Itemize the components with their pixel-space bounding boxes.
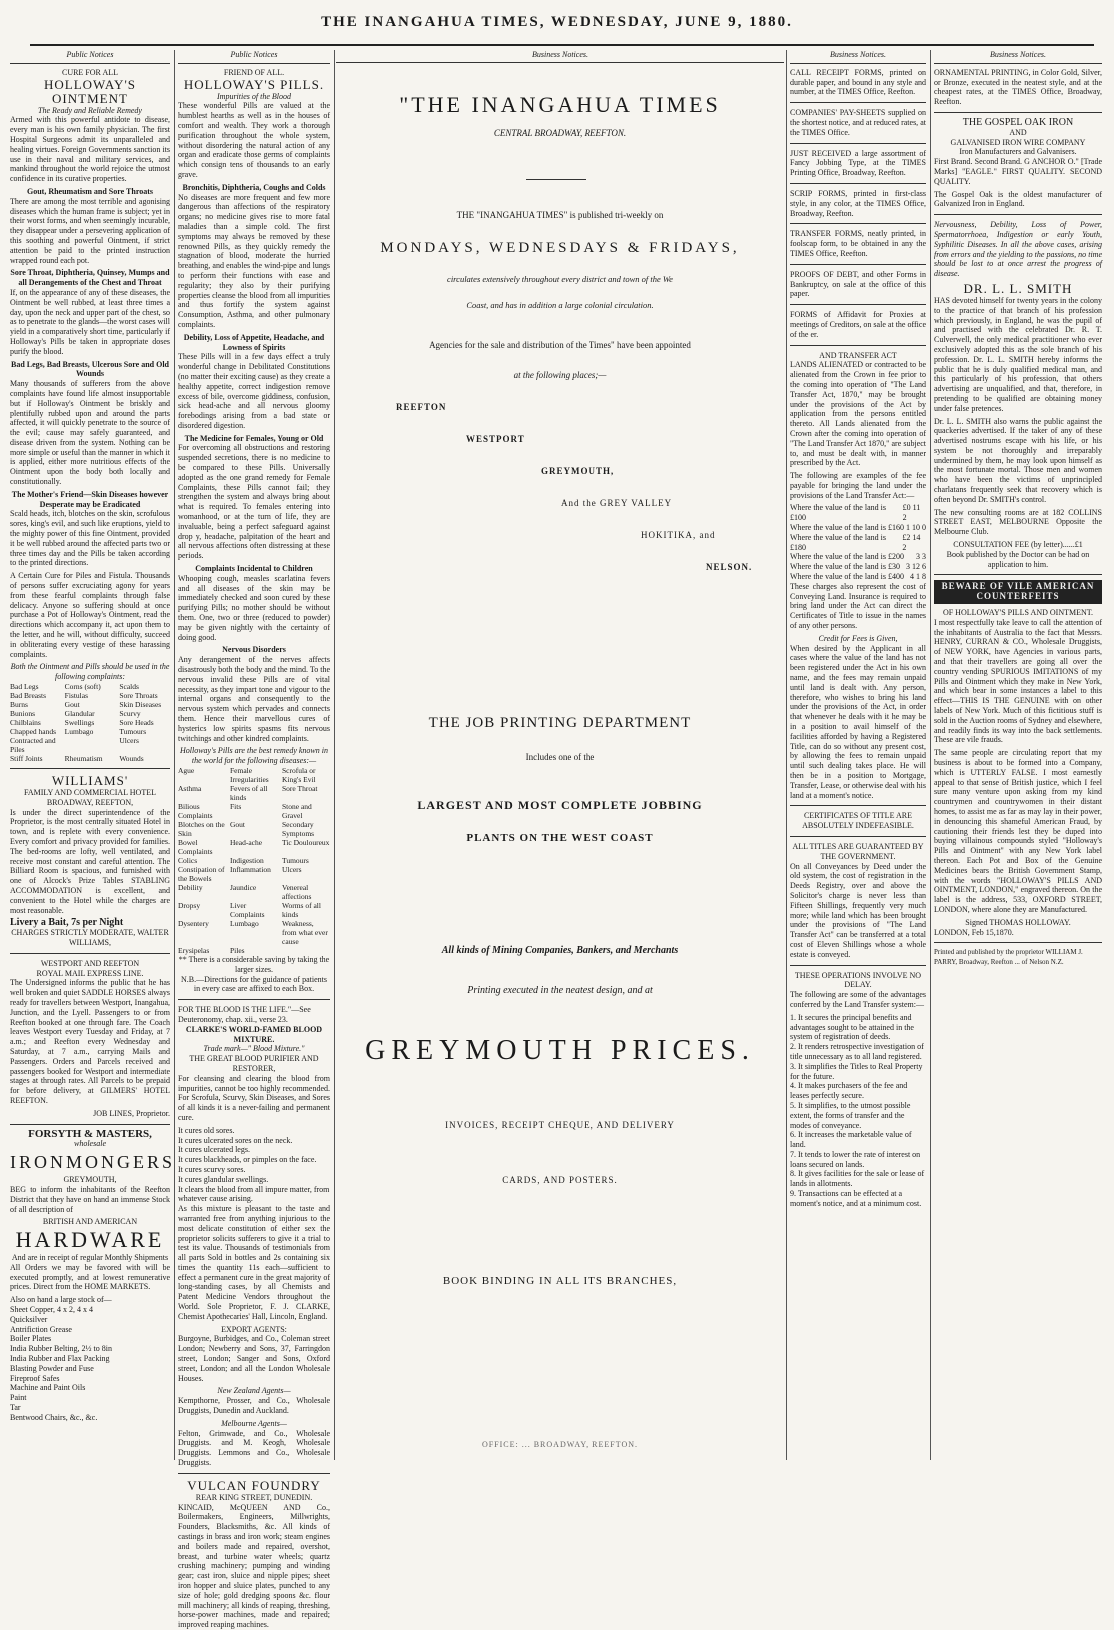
land-transfer-title: AND TRANSFER ACT (819, 350, 897, 360)
ad-paragraph: These charges also represent the cost of Conveying Land. Insurance is required to bring land under the Act can direct the Certificates of Title to issue in the names of any other persons. (790, 581, 926, 631)
column-header: Business Notices. (934, 50, 1102, 64)
place-westport: WESTPORT (466, 434, 525, 444)
advantage-item: 4. It makes purchasers of the fee and leases perfectly secure. (790, 1081, 908, 1101)
operations-heading: THESE OPERATIONS INVOLVE NO DELAY. (794, 970, 922, 990)
fee-value: 4 1 8 (910, 572, 926, 582)
table-cell: Swellings (64, 718, 95, 728)
ad-subheading: Complaints Incidental to Children (195, 564, 313, 574)
ad-paragraph: No diseases are more frequent and few more dangerous than affections of the respiratory organs; no medicine gives rise to more fatal maladies than a simple cold. The first symptoms may always be removed by these renowned Pills, as they quickly remedy the stagnation of blood, moderate the hurried breathing, and enables the wind-pipe and lungs to perform their functions with ease and regularity; they also by their purifying properties cleanse the blood from all impurities and thus fortify the system against Consumption, Asthma, and other pulmonary complaints. (178, 192, 330, 329)
table-cell: Contracted and Piles (10, 736, 56, 755)
table-cell: Colics (178, 855, 198, 865)
stock-item: Tar (10, 1403, 21, 1413)
ad-paragraph: PROOFS OF DEBT, and other Forms in Bankruptcy, on sale at the office of this paper. (790, 269, 926, 299)
table-cell: Lumbago (230, 918, 259, 928)
divider (790, 805, 926, 806)
divider (934, 942, 1102, 943)
williams-title: WILLIAMS' (51, 773, 129, 789)
times-address: CENTRAL BROADWAY, REEFTON. (493, 128, 627, 138)
divider (178, 999, 330, 1000)
fee-row (790, 533, 926, 553)
invoices-line: INVOICES, RECEIPT CHEQUE, AND DELIVERY (445, 1120, 675, 1130)
ad-paragraph: Burgoyne, Burbidges, and Co., Coleman street London; Newberry and Sons, 37, Farringdon street, London; Sanger and Sons, Oxford street, London; and all the London Wholesale Houses. (178, 1334, 330, 1383)
table-cell: Inflammation (230, 864, 271, 874)
fee-label: Where the value of the land is £180 (790, 532, 886, 552)
smith-title: DR. L. L. SMITH (963, 280, 1073, 296)
cure-for-all: CURE FOR ALL (61, 67, 118, 77)
ad-paragraph: Is under the direct superintendence of the Proprietor, is the most centrally situated Hotel in town, and is replete with every convenience. Every comfort and privacy provided for families. The bed-rooms are lofty, well ventilated, and receive most constant and careful attention. The Billiard Room is spacious, and furnished with one of Alcock's Prize Tables STABLING ACCOMMODATION is excellent, and convenient to the Hotel while the charges are most reasonable. (10, 807, 170, 915)
table-cell: Indigestion (230, 855, 264, 865)
table-cell: Tic Douloureux (282, 837, 330, 847)
ad-subheading: Both the Ointment and Pills should be used in the following complaints: (10, 662, 170, 682)
column-4 (790, 50, 926, 1460)
table-cell: Stiff Joints (10, 754, 43, 764)
export-heading: EXPORT AGENTS: (221, 1324, 287, 1334)
ad-paragraph: Many thousands of sufferers from the above complaints have found life almost insupportable but if Holloway's Ointment be briskly and plentifully rubbed upon and around the parts affected, it will quickly penetrate to the source of the evil; cause may safely guaranteed, and disease driven from the system. Nothing can be more simple or useful than the manner in which it is applied, either more nutritious effects of the Ointment upon the body both locally and constitutionally. (10, 379, 170, 487)
saving-note: ** There is a considerable saving by taking the larger sizes. (178, 954, 330, 974)
fee-label: Where the value of the land is £100 (790, 503, 886, 523)
stock-item: Fireproof Safes (10, 1373, 60, 1383)
job-lines: JOB LINES, Proprietor. (93, 1108, 170, 1118)
table-cell: Weakness, from what ever cause (282, 918, 328, 946)
fee-value: 3 3 (916, 552, 926, 562)
printing-line: Printing executed in the neatest design, and at (467, 985, 653, 996)
ad-paragraph: COMPANIES' PAY-SHEETS supplied on the shortest notice, and at reduced rates, at the TIMES Office. (790, 108, 926, 137)
divider (178, 1473, 330, 1474)
table-cell: Lumbago (64, 727, 94, 737)
ad-paragraph: Kempthorne, Prosser, and Co., Wholesale Druggists, Dunedin and Auckland. (178, 1396, 330, 1416)
beware-banner: BEWARE OF VILE AMERICAN COUNTERFEITS (934, 580, 1102, 604)
ad-paragraph: FORMS of Affidavit for Proxies at meetings of Creditors, on sale at the office of the er. (790, 310, 926, 339)
table-cell: Sore Throats (119, 691, 158, 701)
signed: Signed THOMAS HOLLOWAY. (965, 917, 1071, 927)
published-line: THE "INANGAHUA TIMES" is published tri-weekly on (456, 210, 664, 220)
table-cell: Chilblains (10, 718, 41, 728)
ad-paragraph: For cleansing and clearing the blood from impurities, cannot be too highly recommended. For Scrofula, Scurvy, Skin Diseases, and Sores of all kinds it is a never-failing and permanent cure. (178, 1073, 330, 1122)
ad-paragraph: Whooping cough, measles scarlatina fevers and all diseases of the skin may be immediately checked and soon cured by these purifying Pills; no mother should be without them. One, two or three (reduced to powder) may be given nightly with the certainty of doing good. (178, 573, 330, 642)
ad-paragraph: These Pills will in a few days effect a truly wonderful change in Debilitated Constitutions (no matter their exciting cause) as they create a healthy appetite, correct indigestion remove excess of bile, overcome giddiness, confusion, sick head-ache and all nervous gloomy forebodings arising from a bad state or disordered digestion. (178, 352, 330, 430)
ad-subheading: Debility, Loss of Appetite, Headache, and Lowness of Spirits (183, 332, 325, 352)
forsyth-title: FORSYTH & MASTERS, (28, 1127, 152, 1140)
melb-heading: Melbourne Agents— (221, 1418, 287, 1428)
table-cell: Fistulas (64, 691, 88, 701)
table-cell: Sore Throat (282, 783, 318, 793)
plants-line: PLANTS ON THE WEST COAST (466, 832, 654, 844)
ad-subheading: The Mother's Friend—Skin Diseases however Desperate may be Eradicated (11, 489, 169, 509)
stock-item: India Rubber and Flax Packing (10, 1354, 110, 1364)
advantage-item: 9. Transactions can be effected at a moment's notice, and at a minimum cost. (790, 1189, 922, 1208)
table-cell: Tumours (119, 727, 147, 737)
advantage-item: 7. It tends to lower the rate of interest on loans secured on lands. (790, 1149, 921, 1169)
ad-paragraph: When desired by the Applicant in all cases where the value of the land has not been registered under the Act in his own name, and the fees may remain unpaid until land is dealt with. Any person, therefore, who wishes to bring his land under the provisions of the Act, in order that whenever he deals with it he may be in a position to avail himself of the facilities afforded by having a Registered Title, can do so without any present cost, by allowing the fees to remain unpaid until such dealing takes place. He will then be in a position to Mortgage, Transfer, Lease, or otherwise deal with his land at a moment's notice. (790, 643, 926, 800)
column-2 (178, 50, 330, 1630)
vulcan-address: REAR KING STREET, DUNEDIN. (195, 1492, 313, 1502)
table-cell: Wounds (119, 754, 144, 764)
ad-paragraph: SCRIP FORMS, printed in first-class style, in any color, at the TIMES Office, Broadway, Reefton. (790, 188, 926, 218)
ad-subheading: Sore Throat, Diphtheria, Quinsey, Mumps and all Derangements of the Chest and Throat (10, 268, 170, 288)
ad-paragraph: All Orders we may be favored with will be executed promptly, and at lowest remunerative prices. Direct from the HOME MARKETS. (10, 1262, 170, 1292)
ad-paragraph: Dr. L. L. SMITH also warns the public against the quackeries advertised. If the taker of any of these advertised nostrums escape with his life, or his system be not thoroughly and irreparably undermined by them, he may look upon himself as the most fortunate mortal. Those men and women who have been the victims of unprincipled charlatans frequently seek that recovery which is often beyond Dr. SMITH's control. (934, 416, 1102, 504)
table-cell: Worms of all kinds (282, 900, 321, 919)
ad-paragraph: The same people are circulating report that my business is about to be formed into a Company, which is UTTERLY FALSE. I most earnestly appeal to that sense of British justice, which I feel sure many venture upon asking from my kind countrymen and countrywomen in their distant homes, to assist me as far as may lay in their power, in denouncing this shameful American Fraud, by cautioning their friends lest they be duped into buying villainous compounds styled "Holloway's Pills and Ointment" with any New York label thereon. Each Pot and Box of the Genuine Medicines bears the British Government Stamp, with the words "HOLLOWAY'S PILLS AND OINTMENT, LONDON," engraved thereon. On the label is the address, 533, OXFORD STREET, LONDON, where alone they are Manufactured. (934, 748, 1102, 914)
cure-item: It cures glandular swellings. (178, 1174, 269, 1184)
masthead-rule (30, 44, 1094, 46)
table-cell: Gout (230, 819, 245, 829)
table-cell: Bad Breasts (10, 691, 47, 701)
column-header: Business Notices. (336, 50, 784, 63)
livery: Livery a Bait, 7s per Night (10, 917, 124, 929)
cure-item: It cures ulcerated legs. (178, 1145, 250, 1155)
diseases-table (178, 766, 330, 955)
complaints-table (10, 682, 170, 763)
divider (790, 183, 926, 184)
places-intro: at the following places;— (513, 370, 607, 380)
westport-subtitle: ROYAL MAIL EXPRESS LINE. (36, 968, 144, 978)
fee-value: 3 12 6 (906, 562, 926, 572)
fee-row (790, 552, 926, 562)
ad-paragraph: These wonderful Pills are valued at the humblest hearths as well as in the houses of comfort and wealth. They work a thorough purification throughout the whole system, without disordering the natural action of any organ and eradicate those germs of complaints which consign tens of thousands to an early grave. (178, 101, 330, 179)
stock-item: Antrifiction Grease (10, 1324, 72, 1334)
divider (934, 112, 1102, 113)
ad-paragraph: Nervousness, Debility, Loss of Power, Spermatorrhoea, Indigestion or early Youth, Syphilitic Diseases. In all the above cases, arising from errors and the yielding to the passions, no time should be lost to at once arrest the progress of disease. (934, 220, 1102, 279)
divider (10, 953, 170, 954)
charges: CHARGES STRICTLY MODERATE, WALTER WILLIAMS, (11, 928, 169, 947)
fee-value: £0 11 2 (902, 503, 921, 523)
stock-item: Machine and Paint Oils (10, 1383, 86, 1393)
ad-paragraph: KINCAID, McQUEEN AND Co., Boilermakers, Engineers, Millwrights, Founders, Blacksmiths, &c. All kinds of castings in brass and iron work; steam engines and boilers made and repaired, overshot, breast, and turbine water wheels; quartz crushing machinery; pumping and winding gear; cast iron, sluice and nipple pipes; sheet iron hopper and sluice plates, punched to any size of hole; gold dredging spoons &c. flour mill machinery; all kinds of reaping, threshing, horse-power machines, made and repaired; improved reaping machines. (178, 1502, 330, 1630)
ad-paragraph: The following are examples of the fee payable for bringing the land under the provisions of the Land Transfer Act:— (790, 471, 926, 500)
cure-item: It clears the blood from all impure matter, from whatever cause arising. (178, 1184, 330, 1204)
table-cell: Corns (soft) (64, 682, 101, 692)
publish-days: MONDAYS, WEDNESDAYS & FRIDAYS, (380, 240, 740, 256)
masthead (0, 0, 1114, 46)
advantage-item: 8. It gives facilities for the sale or lease of lands in allotments. (790, 1169, 925, 1189)
vulcan-title: VULCAN FOUNDRY (187, 1477, 321, 1493)
ad-paragraph: The Gospel Oak is the oldest manufacturer of Galvanized Iron in England. (934, 189, 1102, 209)
divider (934, 214, 1102, 215)
divider (790, 223, 926, 224)
table-cell: Debility (178, 882, 203, 892)
williams-subtitle: FAMILY AND COMMERCIAL HOTEL (23, 788, 156, 798)
consultation-fee: CONSULTATION FEE (by letter)......£1 (953, 540, 1083, 550)
table-cell: Skin Diseases (119, 700, 162, 710)
ad-paragraph: HAS devoted himself for twenty years in the colony to the practice of that branch of his profession which previously, in England, he was the pupil of and practised with the celebrated Dr. R. T. Culverwell, the only medical practitioner who ever exclusively adopted this as the sole branch of his profession. Dr. L. L. SMITH hereby informs the public that he is duly qualified medical man, and this particularly of his profession, that others advertising are unqualified, and that, therefore, in pretending to be qualified are obtaining money under false pretences. (934, 295, 1102, 413)
advantage-item: 6. It increases the marketable value of land. (790, 1130, 912, 1150)
ad-paragraph: ORNAMENTAL PRINTING, in Color Gold, Silver, or Bronze, executed in the neatest style, and at the cheapest rates, at the TIMES Office, Broadway, Reefton. (934, 67, 1102, 107)
cure-item: It cures old sores. (178, 1125, 235, 1135)
fee-value: £2 14 2 (902, 532, 921, 552)
place-hokitika: HOKITIKA, and (641, 530, 716, 540)
fee-value: 1 10 0 (906, 523, 926, 533)
nz-heading: New Zealand Agents— (217, 1386, 291, 1396)
binding-line: BOOK BINDING IN ALL ITS BRANCHES, (442, 1275, 678, 1287)
gospel-makers: Iron Manufacturers and Galvanisers. (959, 147, 1077, 157)
table-cell: Female Irregularities (230, 765, 269, 784)
table-cell: Gout (64, 700, 80, 710)
greymouth-prices: GREYMOUTH PRICES. (365, 1035, 755, 1066)
masthead-title: THE INANGAHUA TIMES, WEDNESDAY, JUNE 9, 1880. (321, 14, 793, 30)
holloway-ointment-subtitle: The Ready and Reliable Remedy (38, 105, 142, 115)
column-header: Public Notices (178, 50, 330, 64)
divider (790, 102, 926, 103)
stock-item: Paint (10, 1393, 27, 1403)
ironmongers: IRONMONGERS (10, 1152, 176, 1173)
ad-subheading: Bad Legs, Bad Breasts, Ulcerous Sore and Old Wounds (10, 359, 170, 379)
times-title: "THE INANGAHUA TIMES (399, 92, 721, 117)
table-cell: Jaundice (230, 882, 257, 892)
job-printing-dept: THE JOB PRINTING DEPARTMENT (428, 715, 692, 731)
gospel-subtitle: GALVANISED IRON WIRE COMPANY (950, 137, 1086, 147)
ad-subheading: The Medicine for Females, Young or Old (184, 433, 324, 443)
ad-paragraph: JUST RECEIVED a large assortment of Fancy Jobbing Type, at the TIMES Printing Office, Broadway, Reefton. (790, 148, 926, 178)
includes-line: Includes one of the (525, 752, 595, 762)
column-divider (334, 50, 335, 1460)
signed-date: LONDON, Feb 15,1870. (934, 927, 1014, 937)
credit-heading: Credit for Fees is Given, (818, 633, 898, 643)
fee-label: Where the value of the land is £200 (790, 552, 904, 562)
table-cell: Dropsy (178, 900, 201, 910)
holloway-pills-title: HOLLOWAY'S PILLS. (183, 76, 325, 92)
divider (790, 965, 926, 966)
divider (10, 1124, 170, 1125)
table-cell: Scurvy (119, 709, 141, 719)
cert-heading: CERTIFICATES OF TITLE ARE ABSOLUTELY INDEFEASIBLE. (802, 811, 914, 831)
hardware: HARDWARE (15, 1227, 165, 1253)
table-cell: Venereal affections (282, 882, 312, 901)
fee-row (790, 572, 926, 582)
holloway-warning-title: OF HOLLOWAY'S PILLS AND OINTMENT. (942, 608, 1094, 618)
divider (934, 574, 1102, 575)
ad-paragraph: A Certain Cure for Piles and Fistula. Thousands of persons suffer excruciating agony for years from these fearful complaints through false delicacy. Anyone so suffering should at once purchase a Pot of Holloway's Ointment, read the directions which accompany it, act upon them to the letter, and he will, without difficulty, succeed in obliterating every vestige of these harassing complaints. (10, 571, 170, 659)
ad-paragraph: On all Conveyances by Deed under the old system, the cost of registration in the Deeds Registry, over and above the Solicitor's charge is never less than Fifteen Shillings, frequently very much more; while land which has been brought under the provisions of "The Land Transfer Act" can be transferred at a total cost of Eleven Shillings whose a whole estate is conveyed. (790, 861, 926, 959)
gospel-and: AND (1009, 127, 1027, 137)
cure-item: It cures ulcerated sores on the neck. (178, 1135, 293, 1145)
forsyth-wholesale: wholesale (74, 1139, 106, 1149)
clarke-trademark: Trade mark—" Blood Mixture." (203, 1044, 305, 1054)
divider (790, 836, 926, 837)
ad-paragraph: CALL RECEIPT FORMS, printed on durable paper, and bound in any style and number, at the TIMES Office, Reefton. (790, 67, 926, 97)
beware-banner-wrap (934, 580, 1102, 604)
gospel-title: THE GOSPEL OAK IRON (962, 116, 1074, 128)
table-cell: Glandular (64, 709, 95, 719)
clarke-subtitle: THE GREAT BLOOD PURIFIER AND RESTORER, (189, 1054, 319, 1073)
place-greymouth: GREYMOUTH, (541, 466, 615, 476)
table-cell: Fits (230, 801, 242, 811)
ad-paragraph: If, on the appearance of any of these diseases, the Ointment be well rubbed, at least three times a day, upon the neck and upper part of the chest, so as to penetrate to the glands—the worst cases will yield in a comparatively short time, particularly if Holloway's Pills be taken in appropriate doses purify the blood. (10, 287, 170, 356)
friend-of-all: FRIEND OF ALL. (223, 67, 285, 77)
ad-paragraph: Any derangement of the nerves affects disastrously both the body and the mind. To the nervous invalid these Pills are of vital necessity, as they impart tone and vigour to the internal organs and consequently to the nervous system which pervades and connects them. Hence their marvellous cures of hysterics low spirits spasms fits nervous twitchings and other kindred complaints. (178, 655, 330, 743)
fee-row (790, 503, 926, 523)
divider (790, 264, 926, 265)
ad-paragraph: Scald heads, itch, blotches on the skin, scrofulous sores, king's evil, and such like eruptions, yield to the mighty power of this fine Ointment, provided it be well rubbed around the affected parts two or three times day and the Pills be taken according to the printed directions. (10, 509, 170, 568)
column-5 (934, 50, 1102, 1460)
fee-label: Where the value of the land is £400 (790, 572, 904, 582)
ad-paragraph: First Brand. Second Brand. G ANCHOR O." [Trade Marks] "EAGLE." FIRST QUALITY. SECOND QUALITY. (934, 157, 1102, 186)
ad-paragraph: There are among the most terrible and agonising diseases which the human frame is subject; yet in their worst forms, and when seemingly incurable, they disappear under a persevering application of this soothing and powerful Ointment, if strict attention be paid to the printed instruction wrapped round each pot. (10, 196, 170, 265)
agencies-line: Agencies for the sale and distribution of the Times" have been appointed (429, 340, 691, 350)
table-cell: Bilious Complaints (178, 801, 213, 820)
ad-paragraph: The following are some of the advantages conferred by the Land Transfer system:— (790, 990, 926, 1009)
fee-label: Where the value of the land is £30 (790, 562, 900, 572)
fee-label: Where the value of the land is £160 (790, 523, 904, 533)
ad-subheading: Bronchitis, Diphtheria, Coughs and Colds (182, 182, 326, 192)
titles-heading: ALL TITLES ARE GUARANTEED BY THE GOVERNMENT. (792, 841, 924, 861)
table-cell: Asthma (178, 783, 202, 793)
ad-paragraph: The Undersigned informs the public that he has well broken and quiet SADDLE HORSES always ready for travellers between Westport, Inangahua, Junction, and the Lyell. Passengers to or from Reefton booked at one through fare. The Coach leaves Westport every Tuesday and Friday, at 7 a.m.; and Reefton every Wednesday and Saturday, at 7 a.m., carrying Mails and Passengers. Orders and Parcels received and passengers booked for Westport and intermediate stages at through rates. All Parcels to be prepaid for before delivery, at GILMERS' HOTEL REEFTON. (10, 978, 170, 1105)
ad-paragraph: Felton, Grimwade, and Co., Wholesale Druggists. and M. Keogh, Wholesale Druggists. Lemmons and Co., Wholesale Druggists. (178, 1428, 330, 1468)
table-cell (65, 736, 116, 754)
table-cell: Stone and Gravel (282, 801, 312, 820)
table-cell: Ulcers (282, 864, 302, 874)
ad-subheading: Gout, Rheumatism and Sore Throats (26, 186, 154, 196)
table-cell: Erysipelas (178, 945, 210, 955)
table-cell: Bad Legs (10, 682, 39, 692)
column-1 (10, 50, 176, 1460)
table-cell: Fevers of all kinds (230, 783, 268, 802)
table-cell: Burns (10, 700, 28, 710)
cure-item: It cures scurvy sores. (178, 1164, 246, 1174)
all-kinds-line: All kinds of Mining Companies, Bankers, and Merchants (441, 945, 679, 956)
table-cell: Ague (178, 765, 195, 775)
ad-paragraph: TRANSFER FORMS, neatly printed, in foolscap form, to be obtained in any the TIMES Office, Reefton. (790, 229, 926, 258)
table-cell: Ulcers (119, 736, 139, 746)
table-cell: Sore Heads (119, 718, 154, 728)
table-cell: Piles (230, 945, 245, 955)
ad-subheading: Nervous Disorders (222, 645, 286, 655)
table-cell: Dysentery (178, 918, 209, 928)
advantage-item: 2. It renders retrospective investigation of title unnecessary as to all land registered. (790, 1042, 924, 1061)
british-american: BRITISH AND AMERICAN (42, 1217, 138, 1227)
stock-item: Quicksilver (10, 1314, 48, 1324)
stock-item: Boiler Plates (10, 1334, 52, 1344)
circulation-line: circulates extensively throughout every district and town of the We (447, 274, 673, 284)
place-nelson: NELSON. (706, 562, 753, 572)
stock-item: Bentwood Chairs, &c., &c. (10, 1412, 98, 1422)
fee-row (790, 523, 926, 533)
column-divider (786, 50, 787, 1460)
center-column (336, 50, 784, 1460)
table-cell: Bunions (10, 709, 36, 719)
westport-title: WESTPORT AND REEFTON (40, 958, 140, 968)
column-header: Public Notices (10, 50, 170, 64)
forsyth-city: GREYMOUTH, (63, 1175, 117, 1185)
place-reefton: REEFTON (396, 402, 447, 412)
ad-paragraph: I most respectfully take leave to call the attention of the inhabitants of Australia to the fact that Messrs. HENRY, CURRAN & CO., Wholesale Druggists, of NEW YORK, have Agencies in various parts, and that their travellers are going all over the country vending SPURIOUS IMITATIONS of my Pills and Ointment which they make in New York, and which bear in some instances a label to this effect—THIS IS THE GENUINE with on other labels of New York. Much of this fictitious stuff is sold in the Auction rooms of Sydney and elsewhere, and readily finds its way into the back settlements. These are vile frauds. (934, 617, 1102, 745)
stock-item: Sheet Copper, 4 x 2, 4 x 4 (10, 1305, 94, 1315)
divider (10, 768, 170, 769)
table-cell: Tumours (282, 855, 309, 865)
ad-paragraph: LANDS ALIENATED or contracted to be alienated from the Crown in fee prior to the coming into operation of "The Land Transfer Act, 1870," may be brought under the provisions of the Act by application from the persons entitled thereto. All Lands alienated from the Crown after the coming into operation of "The Land Transfer Act 1870," are subject to, and must be dealt with, in manner prescribed by the Act. (790, 360, 926, 468)
ad-paragraph: The new consulting rooms are at 182 COLLINS STREET EAST, MELBOURNE Opposite the Melbourne Club. (934, 507, 1102, 537)
monthly-shipments: And are in receipt of regular Monthly Shipments (11, 1253, 169, 1263)
printer-imprint: Printed and published by the proprietor WILLIAM J. PARRY, Broadway, Reefton ... of Nelson N.Z. (934, 948, 1083, 967)
ad-paragraph: BEG to inform the inhabitants of the Reefton District that they have on hand an immense Stock of all description of (10, 1184, 170, 1214)
stock-heading: Also on hand a large stock of— (10, 1295, 112, 1305)
ad-subheading: Holloway's Pills are the best remedy known in the world for the following diseases:— (180, 746, 328, 766)
table-cell: Blotches on the Skin (178, 819, 225, 838)
divider (790, 345, 926, 346)
stock-item: India Rubber Belting, 2½ to 8in (10, 1344, 112, 1354)
divider (790, 143, 926, 144)
cure-item: It cures blackheads, or pimples on the face. (178, 1155, 317, 1165)
coast-line: Coast, and has in addition a large colonial circulation. (466, 300, 654, 310)
ad-subheading: Impurities of the Blood (217, 91, 291, 101)
largest-line: LARGEST AND MOST COMPLETE JOBBING (417, 798, 703, 812)
table-cell: Secondary Symptoms (282, 819, 315, 838)
table-cell: Head-ache (230, 837, 263, 847)
ad-paragraph: As this mixture is pleasant to the taste and warranted free from anything injurious to the most delicate constitution of either sex the proprietor solicits sufferers to give it a trial to test its value. Thousands of testimonials from all parts Sold in bottles and 2s containing six times the quantity 11s each—sufficient to effect a permanent cure in the great majority of long-standing cases, by all Chemists and Patent Medicine Vendors throughout the World. Sole Proprietor, F. J. CLARKE, Chemist Apothecaries' Hall, Lincoln, England. (178, 1204, 330, 1321)
ad-paragraph: Armed with this powerful antidote to disease, every man is his own family physician. The first Hospital Surgeons admit its unparalleled and healing virtues. Foreign Governments sanction its use in their naval and military services, and mankind throughout the world rejoice the utmost confidence in its curative properties. (10, 115, 170, 184)
table-cell: Chapped hands (10, 727, 57, 737)
blood-heading: FOR THE BLOOD IS THE LIFE."—See Deuteronomy, chap. xii., verse 23. (178, 1005, 311, 1024)
table-cell: Liver Complaints (230, 900, 265, 919)
table-cell: Bowel Complaints (178, 837, 213, 856)
advantage-item: 5. It simplifies, to the utmost possible extent, the forms of transfer and the modes of conveyance. (790, 1100, 911, 1130)
stock-item: Blasting Powder and Fuse (10, 1363, 94, 1373)
fee-row (790, 562, 926, 572)
column-header: Business Notices. (790, 50, 926, 64)
column-divider (174, 50, 175, 1460)
office-footer: OFFICE: ... BROADWAY, REEFTON. (481, 1440, 639, 1449)
advantage-item: 1. It secures the principal benefits and advantages sought to be attained in the system of registration of deeds. (790, 1012, 914, 1042)
ad-paragraph: For overcoming all obstructions and restoring suspended secretions, there is no medicine to be compared to these Pills. Universally adopted as the one grand remedy for Female Complaints, these Pills cannot fail; they strengthen the system and always bring about what is required. To females entering into womanhood, or at the turn of life, they are invaluable, being a perfect safeguard against drop y, headache, palpitation of the heart and all nervous affections often distressing at these periods. (178, 443, 330, 561)
williams-address: BROADWAY, REEFTON, (46, 797, 134, 807)
table-cell: Scalds (119, 682, 139, 692)
table-cell: Scrofula or King's Evil (282, 765, 316, 784)
divider (526, 179, 586, 180)
place-grey-valley: And the GREY VALLEY (561, 498, 673, 508)
divider (790, 304, 926, 305)
cards-line: CARDS, AND POSTERS. (502, 1175, 618, 1185)
nb-note: N.B.—Directions for the guidance of patients in every case are affixed to each Box. (181, 974, 327, 994)
holloway-ointment-title: HOLLOWAY'S OINTMENT (43, 76, 137, 106)
table-cell: Constipation of the Bowels (178, 864, 225, 883)
advantage-item: 3. It simplifies the Titles to Real Property for the future. (790, 1061, 923, 1081)
clarke-title: CLARKE'S WORLD-FAMED BLOOD MIXTURE. (185, 1024, 323, 1044)
table-cell: Rheumatism (64, 754, 103, 764)
book-note: Book published by the Doctor can be had on application to him. (946, 549, 1090, 569)
column-divider (930, 50, 931, 1460)
